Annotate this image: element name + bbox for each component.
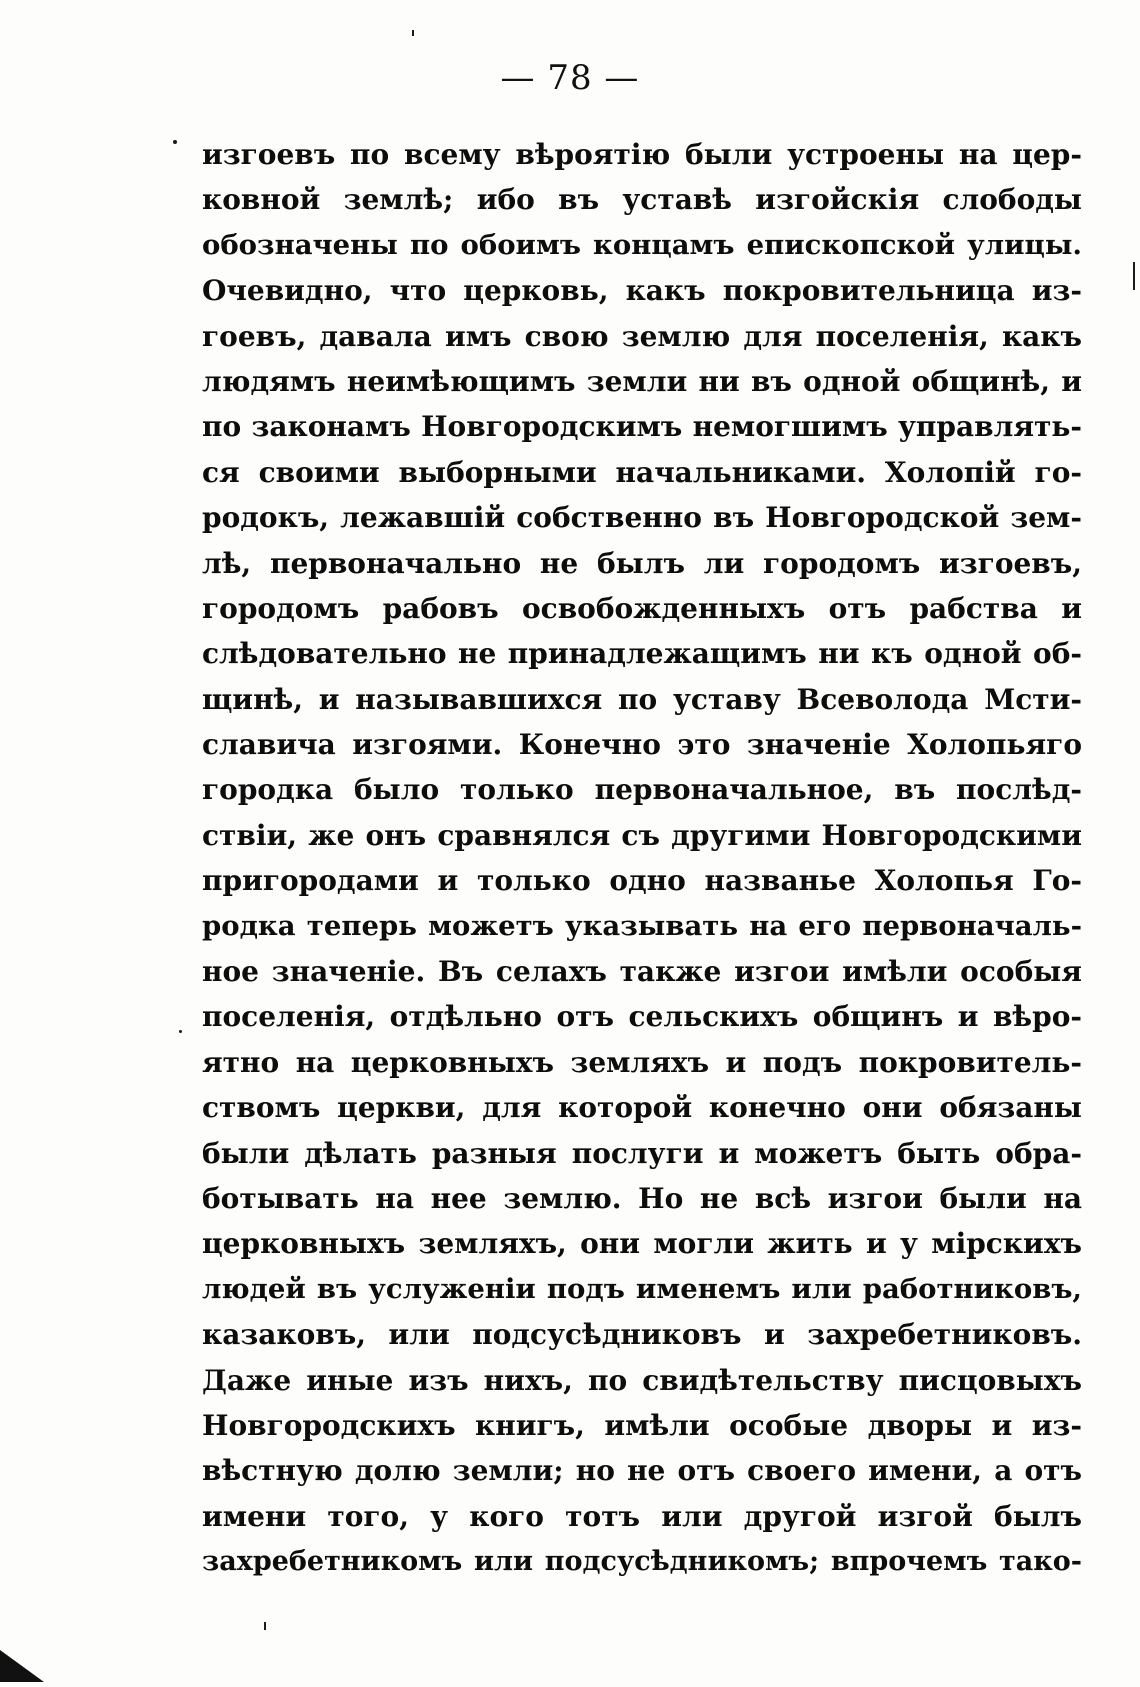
ink-speck [1133, 262, 1135, 290]
text-line: церковныхъ земляхъ, они могли жить и у мірскихъ [202, 1227, 1082, 1261]
text-line: ятно на церковныхъ земляхъ и подъ покровитель- [202, 1045, 1082, 1079]
body-text [202, 132, 1082, 1585]
text-line: по законамъ Новгородскимъ немогшимъ управлять- [202, 410, 1082, 444]
text-line: вѣстную долю земли; но не отъ своего имени, а отъ [202, 1454, 1082, 1488]
text-line: ное значеніе. Въ селахъ также изгои имѣли особыя [202, 955, 1082, 989]
ink-speck [173, 140, 177, 144]
text-line: ся своими выборными начальниками. Холопій го- [202, 455, 1082, 489]
text-line: поселенія, отдѣльно отъ сельскихъ общинъ и вѣро- [202, 1000, 1082, 1034]
text-line: ствомъ церкви, для которой конечно они обязаны [202, 1091, 1082, 1125]
text-line: слѣдовательно не принадлежащимъ ни къ одной об- [202, 637, 1082, 671]
ink-speck [412, 30, 414, 36]
text-line: родка теперь можетъ указывать на его первоначаль- [202, 909, 1082, 942]
text-line: гоевъ, давала имъ свою землю для поселенія, какъ [202, 319, 1082, 353]
text-line: щинѣ, и называвшихся по уставу Всеволода Мсти- [202, 682, 1082, 716]
text-line: городка было только первоначальное, въ послѣд- [202, 773, 1082, 807]
text-line: лѣ, первоначально не былъ ли городомъ изгоевъ, [202, 546, 1082, 580]
text-line: родокъ, лежавшій собственно въ Новгородской зем- [202, 501, 1082, 535]
text-line: Даже иные изъ нихъ, по свидѣтельству писцовыхъ [202, 1363, 1082, 1397]
text-line: захребетникомъ или подсусѣдникомъ; впрочемъ тако- [202, 1546, 1082, 1578]
page-number: — 78 — [500, 58, 640, 98]
text-line: имени того, у кого тотъ или другой изгой былъ [202, 1499, 1082, 1533]
text-line: ствіи, же онъ сравнялся съ другими Новгородскими [202, 818, 1082, 852]
text-line: обозначены по обоимъ концамъ епископской улицы. [202, 228, 1082, 261]
text-line: ботывать на нее землю. Но не всѣ изгои были на [202, 1181, 1082, 1215]
ink-speck [179, 1030, 182, 1033]
text-line: Очевидно, что церковь, какъ покровительница из- [202, 274, 1082, 308]
text-line: городомъ рабовъ освобожденныхъ отъ рабства и [202, 591, 1082, 625]
text-line: ковной землѣ; ибо въ уставѣ изгойскія слободы [202, 183, 1082, 217]
text-line: пригородами и только одно названье Холопья Го- [202, 864, 1082, 898]
corner-smudge [0, 1650, 44, 1682]
text-line: были дѣлать разныя послуги и можетъ быть обра- [202, 1136, 1082, 1170]
ink-speck [264, 1622, 266, 1630]
text-line: людямъ неимѣющимъ земли ни въ одной общинѣ, и [202, 364, 1082, 398]
text-line: изгоевъ по всему вѣроятію были устроены на цер- [202, 138, 1082, 171]
text-line: Новгородскихъ книгъ, имѣли особые дворы и из- [202, 1408, 1082, 1442]
text-line: славича изгоями. Конечно это значеніе Холопьяго [202, 728, 1082, 762]
text-line: людей въ услуженіи подъ именемъ или работниковъ, [202, 1272, 1082, 1305]
text-line: казаковъ, или подсусѣдниковъ и захребетниковъ. [202, 1318, 1082, 1352]
